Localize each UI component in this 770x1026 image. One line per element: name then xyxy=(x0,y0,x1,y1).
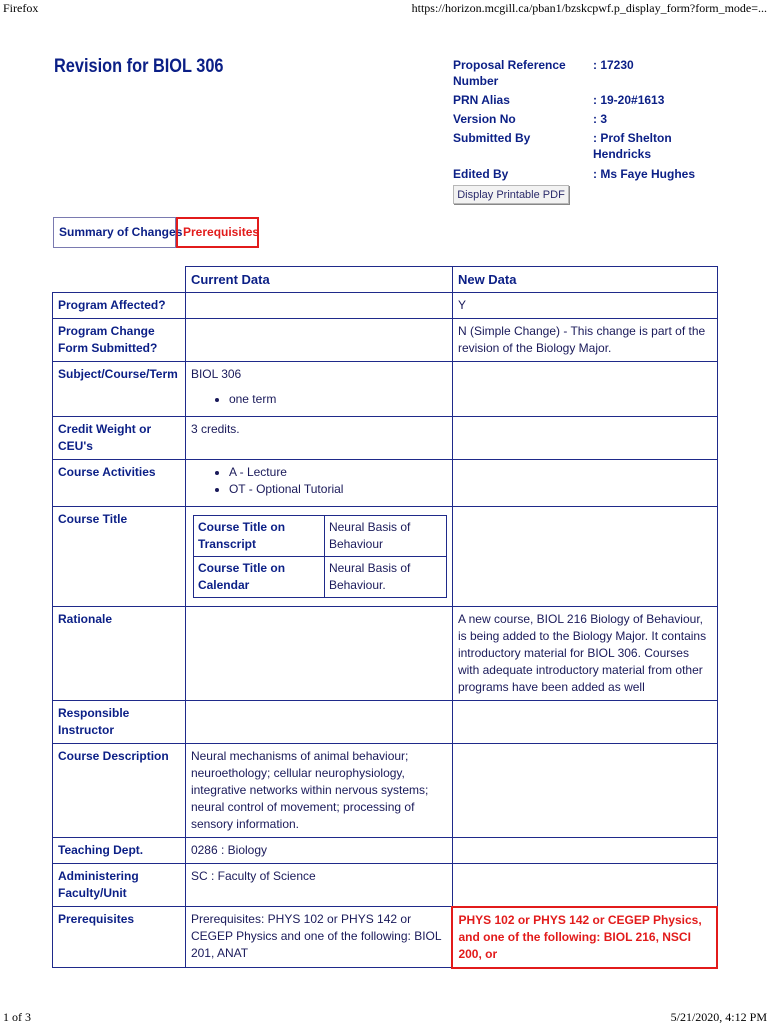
new-value xyxy=(452,701,717,744)
current-value xyxy=(185,293,452,319)
meta-value: : 19-20#1613 xyxy=(593,93,665,107)
course-title-table xyxy=(193,515,447,598)
meta-value: : 3 xyxy=(593,112,608,126)
current-value xyxy=(185,607,452,701)
row-label: Course Description xyxy=(53,744,186,838)
table-row xyxy=(53,607,718,701)
inner-label: Course Title on Transcript xyxy=(193,516,324,557)
row-label: Course Title xyxy=(53,507,186,607)
new-value xyxy=(452,460,717,507)
inner-label: Course Title on Calendar xyxy=(193,557,324,598)
list-item: • OT - Optional Tutorial xyxy=(229,481,447,498)
tab-summary-of-changes[interactable]: Summary of Changes xyxy=(53,217,176,248)
row-label: Responsible Instructor xyxy=(53,701,186,744)
tab-prerequisites[interactable]: Prerequisites xyxy=(176,217,259,248)
row-label: Prerequisites xyxy=(53,907,186,968)
new-value-highlighted: PHYS 102 or PHYS 142 or CEGEP Physics, and one of the following: BIOL 216, NSCI 200, or xyxy=(452,907,717,968)
row-label: Program Affected? xyxy=(53,293,186,319)
row-label: Program Change Form Submitted? xyxy=(53,319,186,362)
row-label: Administering Faculty/Unit xyxy=(53,864,186,907)
meta-label: Submitted By xyxy=(453,131,531,145)
table-row xyxy=(53,907,718,968)
current-value xyxy=(185,319,452,362)
current-value: 3 credits. xyxy=(185,417,452,460)
new-value xyxy=(452,417,717,460)
meta-value: : Prof Shelton Hendricks xyxy=(593,131,672,161)
list-item: • A - Lecture xyxy=(229,464,447,481)
column-header-new: New Data xyxy=(452,267,717,293)
table-row xyxy=(53,362,718,417)
table-row xyxy=(53,417,718,460)
current-value: Neural mechanisms of animal behaviour; neuroethology; cellular neurophysiology, integrative networks within nervous systems; neural control of movement; processing of sensory information. xyxy=(185,744,452,838)
meta-label: PRN Alias xyxy=(453,93,510,107)
row-label: Credit Weight or CEU's xyxy=(53,417,186,460)
meta-label: Edited By xyxy=(453,167,509,181)
new-value xyxy=(452,744,717,838)
current-value xyxy=(185,362,452,417)
new-value xyxy=(452,362,717,417)
column-header-current: Current Data xyxy=(185,267,452,293)
table-row xyxy=(53,838,718,864)
new-value xyxy=(452,507,717,607)
activities-list xyxy=(191,464,447,498)
list-item: • one term xyxy=(229,391,447,408)
meta-value: : 17230 xyxy=(593,58,634,72)
print-datetime: 5/21/2020, 4:12 PM xyxy=(670,1010,767,1024)
table-row xyxy=(53,864,718,907)
table-header-row xyxy=(53,267,718,293)
table-row xyxy=(53,701,718,744)
table-row xyxy=(53,507,718,607)
current-value xyxy=(185,460,452,507)
inner-value: Neural Basis of Behaviour xyxy=(324,516,446,557)
current-value: SC : Faculty of Science xyxy=(185,864,452,907)
table-row xyxy=(193,557,446,598)
row-label: Course Activities xyxy=(53,460,186,507)
row-label: Rationale xyxy=(53,607,186,701)
current-value: 0286 : Biology xyxy=(185,838,452,864)
table-row xyxy=(53,293,718,319)
meta-value: : Ms Faye Hughes xyxy=(593,167,696,181)
display-printable-pdf-button[interactable]: Display Printable PDF xyxy=(453,185,569,204)
term-list xyxy=(191,391,447,408)
browser-name: Firefox xyxy=(3,1,39,15)
new-value xyxy=(452,864,717,907)
header-blank xyxy=(53,267,186,293)
table-row xyxy=(193,516,446,557)
changes-table xyxy=(52,266,718,969)
new-value: N (Simple Change) - This change is part of the revision of the Biology Major. xyxy=(452,319,717,362)
print-header xyxy=(0,1,770,17)
new-value: A new course, BIOL 216 Biology of Behaviour, is being added to the Biology Major. It contains introductory material for BIOL 306. Courses with adequate introductory material from other programs have been added as well xyxy=(452,607,717,701)
meta-label: Version No xyxy=(453,112,516,126)
table-row xyxy=(53,319,718,362)
inner-value: Neural Basis of Behaviour. xyxy=(324,557,446,598)
row-label: Teaching Dept. xyxy=(53,838,186,864)
table-row xyxy=(53,460,718,507)
meta-label: Proposal Reference Number xyxy=(453,58,566,88)
page-url[interactable]: https://horizon.mcgill.ca/pban1/bzskcpwf.p_display_form?form_mode=... xyxy=(411,1,767,15)
table-row xyxy=(53,744,718,838)
page-indicator: 1 of 3 xyxy=(3,1010,31,1024)
current-value: Prerequisites: PHYS 102 or PHYS 142 or CEGEP Physics and one of the following: BIOL 201, ANAT xyxy=(185,907,452,968)
new-value xyxy=(452,838,717,864)
row-label: Subject/Course/Term xyxy=(53,362,186,417)
current-value xyxy=(185,507,452,607)
new-value: Y xyxy=(452,293,717,319)
subject-code: BIOL 306 xyxy=(190,367,242,381)
current-value xyxy=(185,701,452,744)
page-title: Revision for BIOL 306 xyxy=(54,56,224,77)
